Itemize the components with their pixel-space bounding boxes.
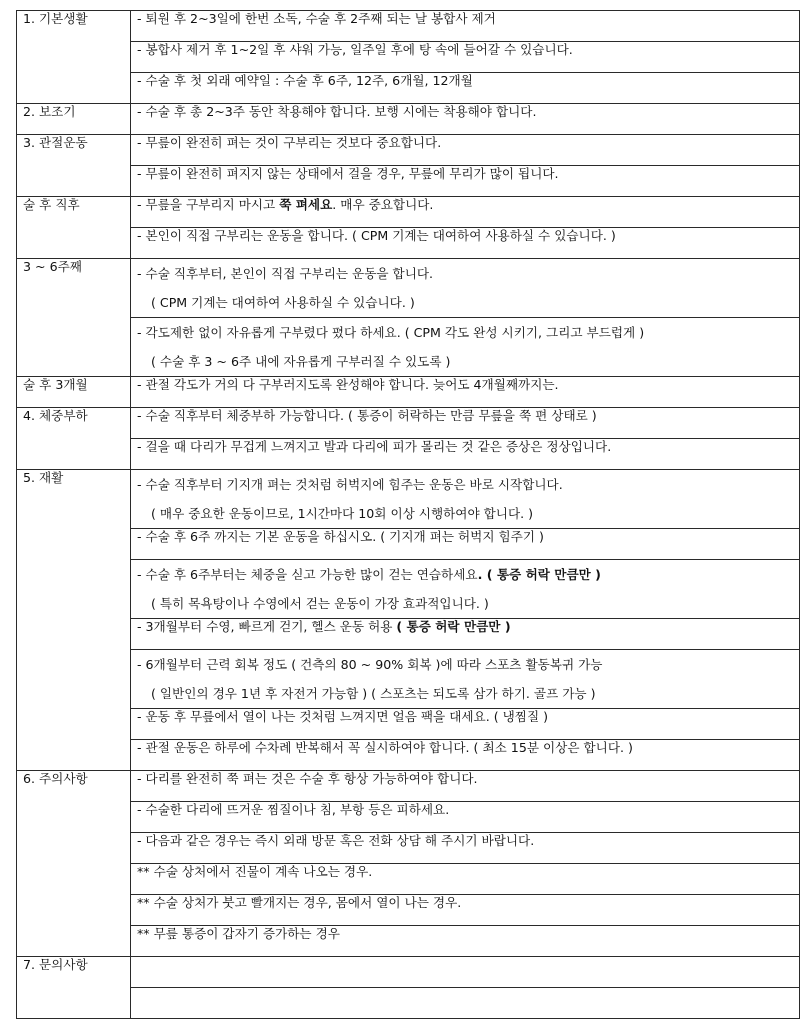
table-row — [17, 988, 800, 1019]
instruction-text — [131, 650, 800, 709]
instruction-text-part: - 무릎을 구부리지 마시고 — [137, 197, 280, 212]
table-row — [17, 833, 800, 864]
table-row — [17, 377, 800, 408]
instruction-line: ( 특히 목욕탕이나 수영에서 걷는 운동이 가장 효과적입니다. ) — [151, 596, 489, 611]
instruction-line: ( 수술 후 3 ~ 6주 내에 자유롭게 구부러질 수 있도록 ) — [151, 354, 451, 369]
instruction-text: - 수술 직후부터 체중부하 가능합니다. ( 통증이 허락하는 만큼 무릎을 쭉 편 상태로 ) — [131, 408, 800, 439]
instruction-line: - 각도제한 없이 자유롭게 구부렸다 폈다 하세요. ( CPM 각도 완성 시키기, 그리고 부드럽게 ) — [137, 325, 645, 340]
section-title: 1. 기본생활 — [17, 11, 131, 104]
table-row — [17, 259, 800, 318]
instruction-line: ( 일반인의 경우 1년 후 자전거 가능함 ) ( 스포츠는 되도록 삼가 하기. 골프 가능 ) — [151, 686, 596, 701]
instruction-text: - 다음과 같은 경우는 즉시 외래 방문 혹은 전화 상담 해 주시기 바랍니다. — [131, 833, 800, 864]
instructions-table — [16, 10, 800, 1019]
section-title: 7. 문의사항 — [17, 957, 131, 1019]
instruction-text — [131, 470, 800, 529]
instruction-text-part: - 수술 후 6주부터는 체중을 싣고 가능한 많이 걷는 연습하세요 — [137, 567, 478, 582]
table-row — [17, 864, 800, 895]
warning-item: ** 수술 상처가 붓고 빨개지는 경우, 몸에서 열이 나는 경우. — [131, 895, 800, 926]
table-row — [17, 619, 800, 650]
instruction-text: - 봉합사 제거 후 1~2일 후 샤워 가능, 일주일 후에 탕 속에 들어갈 수 있습니다. — [131, 42, 800, 73]
instruction-text: - 수술 후 총 2~3주 동안 착용해야 합니다. 보행 시에는 착용해야 합니다. — [131, 104, 800, 135]
table-row — [17, 42, 800, 73]
table-row — [17, 709, 800, 740]
inquiry-field — [131, 957, 800, 988]
instruction-line — [137, 560, 793, 589]
instruction-text — [131, 197, 800, 228]
table-row — [17, 802, 800, 833]
table-row — [17, 439, 800, 470]
emphasis-text: 쭉 펴세요 — [279, 197, 333, 212]
instruction-text: - 퇴원 후 2~3일에 한번 소독, 수술 후 2주째 되는 날 봉합사 제거 — [131, 11, 800, 42]
instruction-text: - 본인이 직접 구부리는 운동을 합니다. ( CPM 기계는 대여하여 사용하실 수 있습니다. ) — [131, 228, 800, 259]
warning-item: ** 수술 상처에서 진물이 계속 나오는 경우. — [131, 864, 800, 895]
table-row — [17, 470, 800, 529]
table-row — [17, 166, 800, 197]
section-title: 2. 보조기 — [17, 104, 131, 135]
table-row — [17, 318, 800, 377]
section-title: 4. 체중부하 — [17, 408, 131, 470]
table-row — [17, 740, 800, 771]
inquiry-field — [131, 988, 800, 1019]
instruction-text: - 운동 후 무릎에서 열이 나는 것처럼 느껴지면 얼음 팩을 대세요. ( 냉찜질 ) — [131, 709, 800, 740]
section-title: 술 후 직후 — [17, 197, 131, 259]
instruction-text — [131, 259, 800, 318]
table-row — [17, 529, 800, 560]
section-title: 3. 관절운동 — [17, 135, 131, 197]
section-title: 6. 주의사항 — [17, 771, 131, 957]
table-row — [17, 926, 800, 957]
instruction-text: - 다리를 완전히 쭉 펴는 것은 수술 후 항상 가능하여야 합니다. — [131, 771, 800, 802]
table-row — [17, 408, 800, 439]
instruction-text-part: - 3개월부터 수영, 빠르게 걷기, 헬스 운동 허용 — [137, 619, 397, 634]
instruction-text: - 관절 각도가 거의 다 구부러지도록 완성해야 합니다. 늦어도 4개월째까지는. — [131, 377, 800, 408]
table-row — [17, 73, 800, 104]
instruction-line: ( 매우 중요한 운동이므로, 1시간마다 10회 이상 시행하여야 합니다. ) — [151, 506, 534, 521]
instruction-text — [131, 560, 800, 619]
instruction-text-part: . 매우 중요합니다. — [332, 197, 434, 212]
section-title: 5. 재활 — [17, 470, 131, 771]
instruction-line: - 수술 직후부터, 본인이 직접 구부리는 운동을 합니다. — [137, 266, 434, 281]
instruction-line: ( CPM 기계는 대여하여 사용하실 수 있습니다. ) — [151, 295, 415, 310]
instruction-text: - 무릎이 완전히 펴지지 않는 상태에서 걸을 경우, 무릎에 무리가 많이 됩니다. — [131, 166, 800, 197]
table-row — [17, 560, 800, 619]
table-row — [17, 771, 800, 802]
table-row — [17, 197, 800, 228]
table-row — [17, 135, 800, 166]
instruction-text: - 걸을 때 다리가 무겁게 느껴지고 발과 다리에 피가 몰리는 것 같은 증상은 정상입니다. — [131, 439, 800, 470]
section-title: 3 ~ 6주째 — [17, 259, 131, 377]
emphasis-text: . ( 통증 허락 만큼만 ) — [477, 567, 601, 582]
table-row — [17, 957, 800, 988]
table-row — [17, 228, 800, 259]
instruction-line: - 수술 직후부터 기지개 펴는 것처럼 허벅지에 힘주는 운동은 바로 시작합니다. — [137, 477, 563, 492]
section-title: 술 후 3개월 — [17, 377, 131, 408]
table-row — [17, 650, 800, 709]
table-row — [17, 104, 800, 135]
table-row — [17, 11, 800, 42]
instruction-text: - 무릎이 완전히 펴는 것이 구부리는 것보다 중요합니다. — [131, 135, 800, 166]
instruction-text: - 수술한 다리에 뜨거운 찜질이나 침, 부항 등은 피하세요. — [131, 802, 800, 833]
instruction-text: - 수술 후 첫 외래 예약일 : 수술 후 6주, 12주, 6개월, 12개월 — [131, 73, 800, 104]
instruction-text — [131, 318, 800, 377]
instruction-text — [131, 619, 800, 650]
table-row — [17, 895, 800, 926]
instruction-line: - 6개월부터 근력 회복 정도 ( 건측의 80 ~ 90% 회복 )에 따라 스포츠 활동복귀 가능 — [137, 657, 603, 672]
instruction-text: - 수술 후 6주 까지는 기본 운동을 하십시오. ( 기지개 펴는 허벅지 힘주기 ) — [131, 529, 800, 560]
warning-item: ** 무릎 통증이 갑자기 증가하는 경우 — [131, 926, 800, 957]
emphasis-text: ( 통증 허락 만큼만 ) — [396, 619, 511, 634]
instruction-text: - 관절 운동은 하루에 수차례 반복해서 꼭 실시하여야 합니다. ( 최소 15분 이상은 합니다. ) — [131, 740, 800, 771]
